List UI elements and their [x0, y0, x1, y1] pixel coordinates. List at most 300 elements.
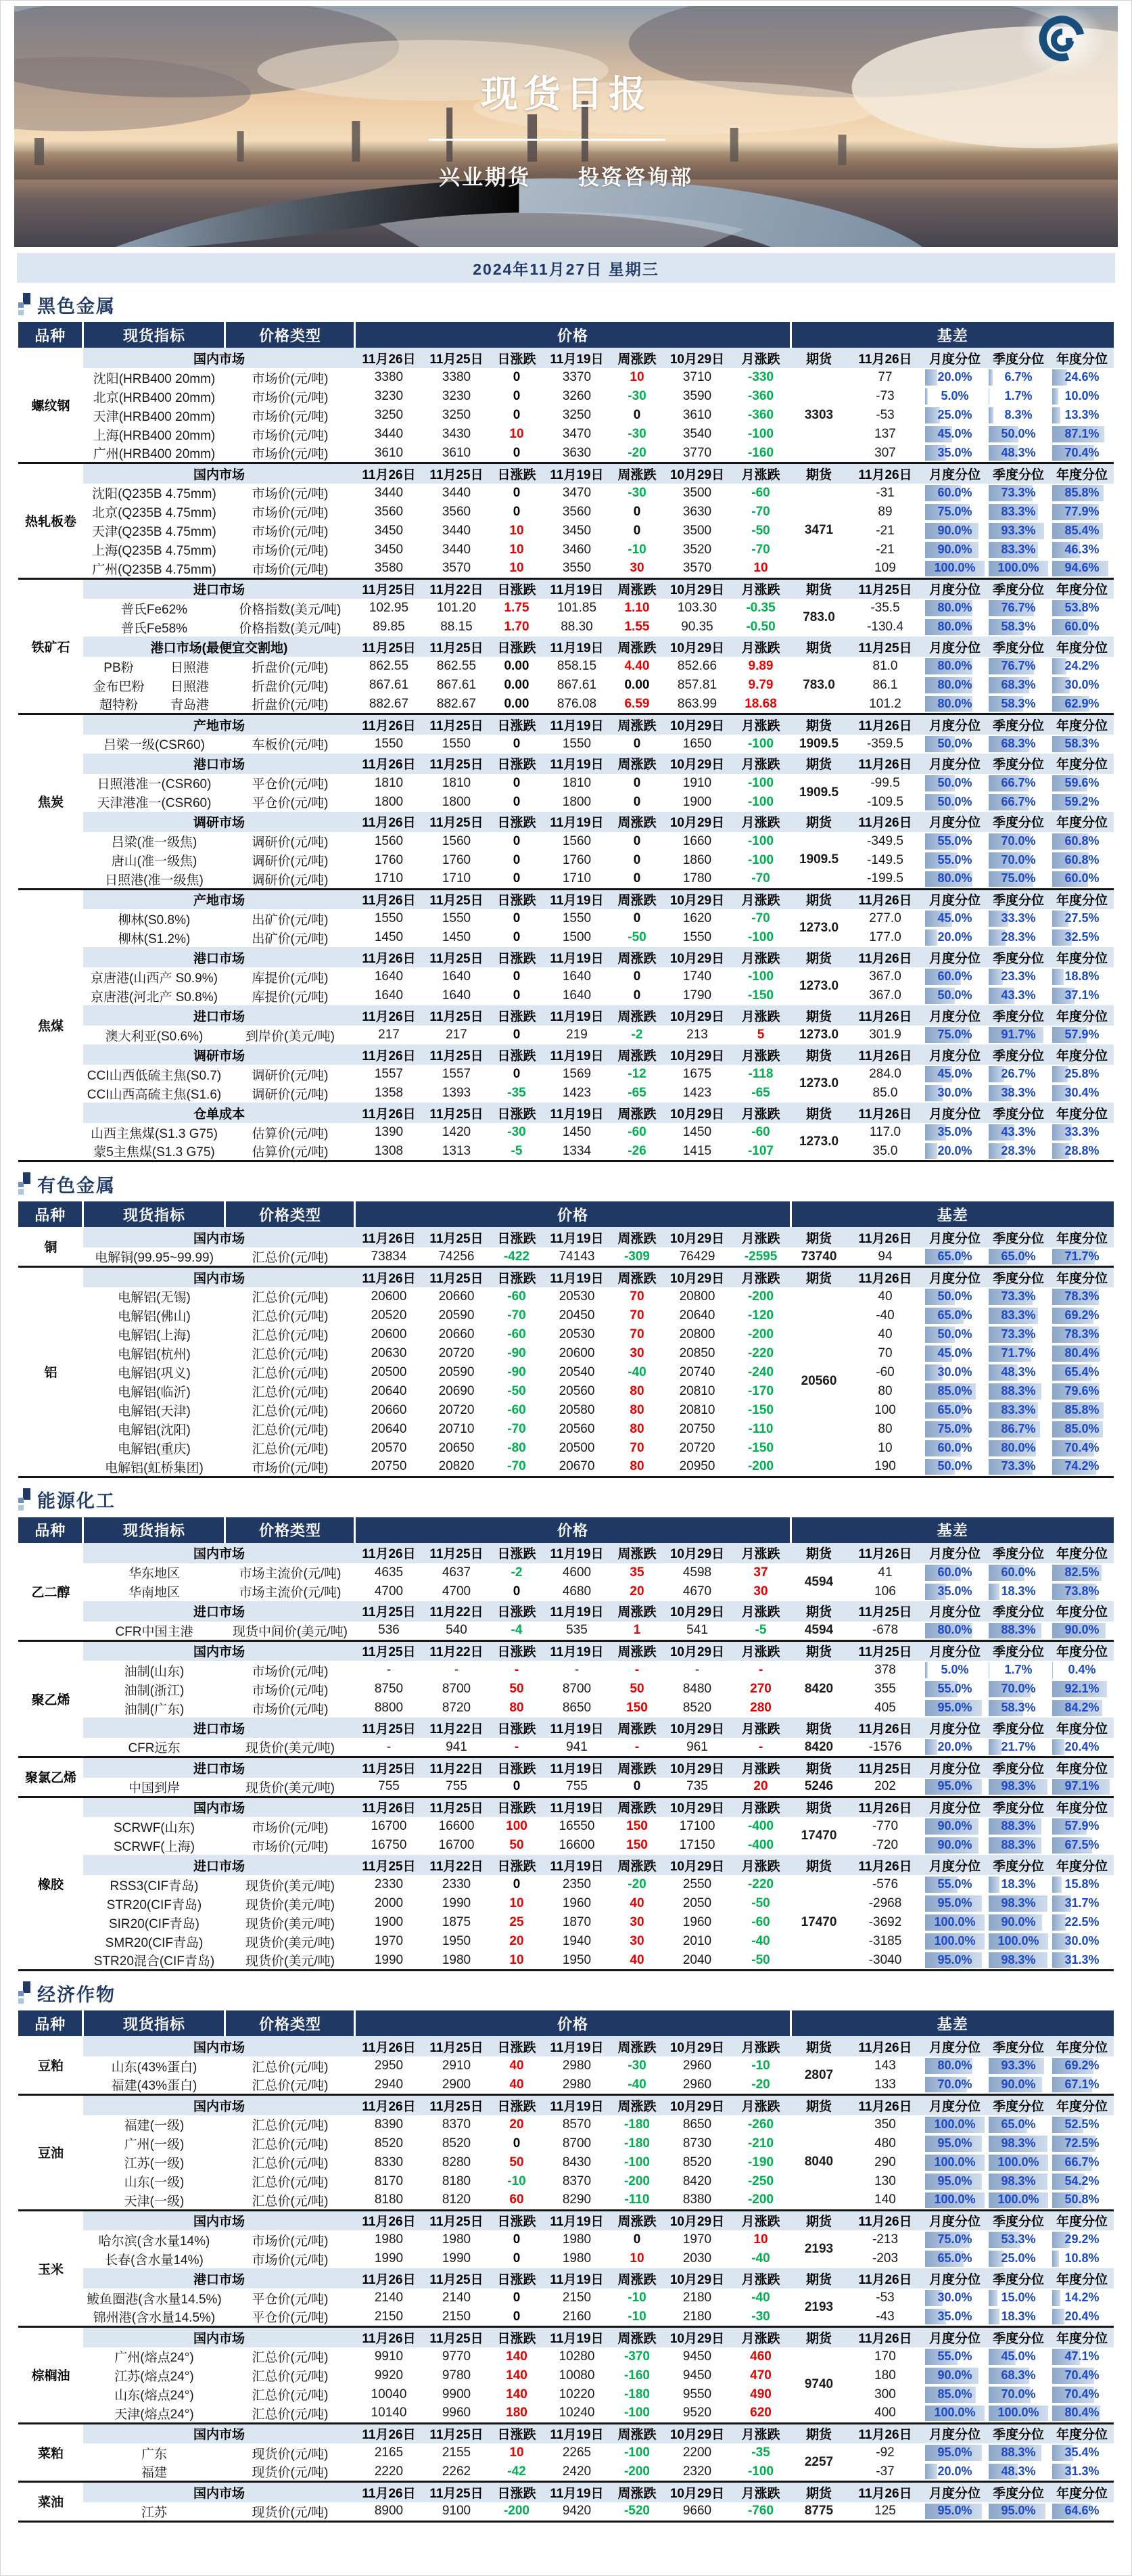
change-cell: -100 — [747, 427, 774, 441]
price-type-cell: 价格指数(美元/吨) — [239, 602, 341, 617]
subheader-cell: 期货 — [791, 348, 847, 368]
table-row — [18, 1458, 1114, 1477]
section-marker-icon — [18, 1981, 32, 2004]
change-cell: -200 — [503, 2504, 529, 2518]
indicator-cell: 电解铝(无锡) — [118, 1291, 191, 1305]
section-title-text: 黑色金属 — [37, 296, 116, 317]
price-cell: 1640 — [374, 988, 404, 1003]
change-cell: 0 — [513, 389, 521, 403]
price-cell: 3570 — [682, 561, 712, 575]
change-cell: -70 — [751, 871, 770, 886]
commodity-group — [18, 578, 1114, 714]
subheader-row — [18, 463, 1114, 484]
indicator-cell: 澳大利亚(S0.6%) — [105, 1029, 204, 1044]
variety-label: 橡胶 — [18, 1797, 83, 1971]
price-cell: 1910 — [682, 775, 712, 790]
percentile-cell: 54.2% — [1050, 2172, 1114, 2191]
indicator-cell: CCI山西高硫主焦(S1.6) — [87, 1087, 222, 1102]
change-cell: -30 — [628, 2058, 646, 2073]
subheader-cell: 11月25日 — [355, 1718, 423, 1738]
indicator-cell: SCRWF(山东) — [114, 1820, 195, 1835]
price-cell: 20500 — [371, 1364, 407, 1379]
price-type-cell: 汇总价(元/吨) — [252, 2119, 329, 2133]
change-cell: 460 — [750, 2349, 772, 2364]
percentile-cell: 95.0% — [923, 1894, 987, 1913]
change-cell: 0 — [513, 408, 521, 422]
subheader-cell: 11月19日 — [543, 578, 611, 599]
price-cell: 4680 — [562, 1584, 592, 1598]
price-type-cell: 调研价(元/吨) — [252, 1087, 329, 1102]
price-type-cell: 折盘价(元/吨) — [252, 698, 329, 712]
subheader-cell: 11月26日 — [847, 1044, 923, 1065]
subheader-cell: 期货 — [791, 1718, 847, 1738]
percentile-cell: 70.4% — [1050, 2366, 1114, 2385]
price-cell: 1760 — [374, 852, 404, 867]
indicator-cell: 哈尔滨(含水量14%) — [98, 2234, 210, 2249]
subheader-cell: 10月29日 — [663, 1718, 731, 1738]
table-header-row — [18, 1517, 1114, 1543]
price-type-cell: 估算价(元/吨) — [252, 1145, 329, 1159]
change-cell: -200 — [747, 1327, 774, 1341]
subheader-cell: 周涨跌 — [611, 1543, 663, 1563]
basis-cell: -130.4 — [867, 620, 903, 634]
change-cell: -110 — [748, 1421, 774, 1436]
basis-cell: 77 — [878, 370, 893, 384]
subheader-cell: 日涨跌 — [490, 947, 543, 967]
price-cell: 2160 — [562, 2309, 592, 2324]
subheader-cell: 11月26日 — [847, 1227, 923, 1247]
subheader-cell: 季度分位 — [987, 1267, 1050, 1287]
change-cell: 0 — [513, 1779, 521, 1793]
percentile-cell: 21.7% — [987, 1738, 1050, 1757]
subheader-row — [18, 637, 1114, 657]
price-type-cell: 现货价(美元/吨) — [245, 1780, 335, 1795]
change-cell: -100 — [747, 794, 774, 809]
price-cell: 20600 — [371, 1289, 407, 1304]
price-cell: 1390 — [374, 1125, 404, 1139]
price-type-cell: 市场价(元/吨) — [252, 1820, 329, 1835]
change-cell: 0 — [513, 1584, 521, 1598]
market-label: 国内市场 — [83, 1640, 355, 1661]
subheader-cell: 周涨跌 — [611, 754, 663, 774]
change-cell: 0 — [513, 1877, 521, 1891]
change-cell: -30 — [628, 427, 646, 441]
price-cell: 20450 — [559, 1308, 595, 1322]
indicator-cell: CFR中国主港 — [115, 1624, 193, 1639]
price-cell: 8700 — [562, 2136, 592, 2150]
price-cell: 20750 — [371, 1459, 407, 1473]
change-cell: - — [758, 1663, 763, 1677]
price-cell: 217 — [378, 1028, 400, 1042]
subheader-cell: 11月22日 — [423, 1601, 490, 1622]
change-cell: -250 — [747, 2174, 774, 2188]
table-row — [18, 1817, 1114, 1836]
variety-label: 菜油 — [18, 2482, 83, 2522]
change-cell: -4 — [511, 1623, 523, 1637]
price-cell: 1875 — [442, 1915, 471, 1929]
price-cell: 2910 — [442, 2058, 471, 2073]
subheader-cell: 季度分位 — [987, 1855, 1050, 1875]
subheader-cell: 10月29日 — [663, 2268, 731, 2288]
percentile-cell: 83.3% — [987, 1401, 1050, 1420]
change-cell: -422 — [503, 1249, 529, 1264]
price-cell: 9450 — [682, 2349, 712, 2364]
price-type-cell: 库提价(元/吨) — [252, 971, 329, 986]
subheader-cell: 年度分位 — [1050, 463, 1114, 484]
indicator-cell: 福建(一级) — [124, 2119, 185, 2133]
change-cell: 0 — [633, 988, 641, 1003]
futures-price-cell: 9740 — [804, 2377, 834, 2391]
indicator-cell: 沈阳(Q235B 4.75mm) — [92, 487, 216, 501]
subheader-cell: 11月26日 — [847, 1855, 923, 1875]
futures-price-cell: 1273.0 — [799, 1028, 839, 1042]
price-cell: 16750 — [371, 1838, 407, 1852]
basis-cell: 85.0 — [872, 1086, 898, 1100]
subheader-cell: 11月25日 — [423, 889, 490, 909]
indicator-cell: SMR20(CIF青岛) — [105, 1935, 204, 1950]
price-cell: 2550 — [682, 1877, 712, 1891]
table-row — [18, 1622, 1114, 1641]
subheader-cell: 11月19日 — [543, 2327, 611, 2347]
price-type-cell: 市场价(元/吨) — [252, 487, 329, 501]
subheader-row — [18, 2095, 1114, 2115]
subheader-cell: 年度分位 — [1050, 1005, 1114, 1026]
market-label: 产地市场 — [83, 889, 355, 909]
change-cell: 0 — [513, 794, 521, 809]
price-cell: 535 — [566, 1623, 588, 1637]
subheader-cell: 11月19日 — [543, 1757, 611, 1778]
subheader-cell: 月度分位 — [923, 1640, 987, 1661]
percentile-cell: 80.0% — [923, 695, 987, 714]
price-cell: 88.30 — [561, 620, 593, 634]
price-cell: 863.99 — [677, 696, 717, 711]
price-cell: 876.08 — [557, 696, 597, 711]
indicator-cell: STR20混合(CIF青岛) — [93, 1954, 215, 1969]
subheader-cell: 11月25日 — [423, 2210, 490, 2230]
futures-price-cell: 5246 — [804, 1779, 834, 1793]
percentile-cell: 48.3% — [987, 2462, 1050, 2482]
subheader-cell: 期货 — [791, 637, 847, 657]
basis-cell: 80 — [878, 1421, 893, 1436]
subheader-cell: 年度分位 — [1050, 1267, 1114, 1287]
percentile-cell: 90.0% — [923, 1836, 987, 1855]
price-cell: 8420 — [682, 2174, 712, 2188]
subheader-cell: 月涨跌 — [731, 1718, 791, 1738]
table-row — [18, 1306, 1114, 1325]
price-cell: 16600 — [559, 1838, 595, 1852]
price-cell: 2900 — [442, 2077, 471, 2092]
price-cell: 8370 — [442, 2117, 471, 2132]
percentile-cell: 32.5% — [1050, 928, 1114, 947]
price-cell: 1550 — [374, 911, 404, 925]
col-header-basis: 基差 — [791, 322, 1114, 348]
change-cell: 0 — [513, 988, 521, 1003]
table-row — [18, 2502, 1114, 2522]
subheader-cell: 月涨跌 — [731, 1267, 791, 1287]
basis-cell: -40 — [876, 1308, 895, 1322]
subheader-cell: 季度分位 — [987, 714, 1050, 735]
price-cell: 3440 — [442, 485, 471, 500]
subheader-cell: 11月25日 — [847, 578, 923, 599]
percentile-cell: 35.0% — [923, 1123, 987, 1142]
title-divider — [429, 139, 665, 141]
price-cell: 4600 — [562, 1565, 592, 1580]
percentile-cell: 95.0% — [987, 2502, 1050, 2522]
price-cell: 20590 — [438, 1364, 475, 1379]
price-type-cell: 市场主流价(元/吨) — [239, 1586, 341, 1600]
table-row — [18, 1344, 1114, 1363]
subheader-cell: 月涨跌 — [731, 754, 791, 774]
price-cell: 1450 — [442, 930, 471, 944]
subheader-cell: 11月25日 — [423, 637, 490, 657]
price-cell: 1560 — [442, 833, 471, 848]
percentile-cell: 80.0% — [987, 1439, 1050, 1458]
price-cell: 1640 — [562, 969, 592, 984]
commodity-group — [18, 2095, 1114, 2211]
price-cell: 74256 — [438, 1249, 475, 1264]
basis-cell: 106 — [874, 1584, 896, 1598]
price-cell: - — [574, 1663, 580, 1677]
price-type-cell: 估算价(元/吨) — [252, 1126, 329, 1141]
section — [17, 1172, 1115, 1478]
indicator-cell: 普氏Fe62% — [120, 602, 188, 617]
col-header-variety: 品种 — [18, 322, 83, 348]
change-cell: -180 — [623, 2117, 650, 2132]
price-type-cell: 现货价(美元/吨) — [245, 1916, 335, 1931]
subheader-cell: 日涨跌 — [490, 889, 543, 909]
basis-cell: 140 — [874, 2192, 896, 2207]
subheader-cell: 年度分位 — [1050, 947, 1114, 967]
change-cell: 0 — [633, 852, 641, 867]
basis-cell: 117.0 — [869, 1125, 901, 1139]
price-cell: 8380 — [682, 2192, 712, 2207]
price-cell: 3230 — [442, 389, 471, 403]
price-cell: 8290 — [562, 2192, 592, 2207]
price-cell: 20670 — [559, 1459, 595, 1473]
subheader-cell: 11月26日 — [355, 1005, 423, 1026]
change-cell: -200 — [747, 1289, 774, 1304]
subheader-cell: 年度分位 — [1050, 2327, 1114, 2347]
price-cell: 16550 — [559, 1819, 595, 1833]
subheader-cell: 年度分位 — [1050, 2095, 1114, 2115]
subheader-cell: 季度分位 — [987, 2423, 1050, 2443]
change-cell: -100 — [747, 833, 774, 848]
indicator-cell: 柳林(S0.8%) — [118, 913, 191, 927]
price-type-cell: 价格指数(美元/吨) — [239, 621, 341, 636]
indicator-cell: 电解铜(99.95~99.99) — [95, 1251, 214, 1265]
percentile-cell: 20.0% — [923, 2462, 987, 2482]
subheader-cell: 周涨跌 — [611, 1227, 663, 1247]
variety-label: 聚乙烯 — [18, 1640, 83, 1757]
percentile-cell: 68.3% — [987, 2366, 1050, 2385]
percentile-cell: 38.3% — [987, 1084, 1050, 1103]
col-header-price-type: 价格类型 — [225, 322, 355, 348]
subheader-cell: 10月29日 — [663, 889, 731, 909]
change-cell: 0 — [513, 2232, 521, 2247]
subheader-cell: 11月19日 — [543, 754, 611, 774]
subheader-cell: 月涨跌 — [731, 1757, 791, 1778]
percentile-cell: 78.3% — [1050, 1325, 1114, 1344]
subheader-cell: 11月26日 — [355, 1543, 423, 1563]
indicator-cell: 长春(含水量14%) — [105, 2253, 204, 2268]
subheader-cell: 11月26日 — [355, 2268, 423, 2288]
percentile-cell: 60.0% — [923, 484, 987, 503]
price-cell: 1550 — [442, 736, 471, 751]
change-cell: 20 — [509, 1934, 524, 1948]
percentile-cell: 28.8% — [1050, 1142, 1114, 1162]
subheader-cell: 月涨跌 — [731, 637, 791, 657]
subheader-cell: 期货 — [791, 2036, 847, 2056]
price-cell: 1710 — [442, 871, 471, 886]
price-cell: 8180 — [374, 2192, 404, 2207]
price-cell: 8900 — [374, 2504, 404, 2518]
section-title — [18, 1488, 1115, 1512]
commodity-table — [18, 1201, 1114, 1478]
percentile-cell: 30.0% — [923, 1084, 987, 1103]
price-cell: 2980 — [562, 2077, 592, 2092]
variety-label: 聚氯乙烯 — [18, 1757, 83, 1797]
percentile-cell: 88.3% — [987, 1622, 1050, 1641]
percentile-cell: 72.5% — [1050, 2134, 1114, 2153]
percentile-cell: 5.0% — [923, 1661, 987, 1680]
percentile-cell: 35.0% — [923, 444, 987, 463]
percentile-cell: 100.0% — [923, 2153, 987, 2172]
basis-cell: 89 — [878, 504, 893, 519]
percentile-cell: 100.0% — [987, 2153, 1050, 2172]
subheader-cell: 周涨跌 — [611, 2036, 663, 2056]
subheader-cell: 期货 — [791, 1044, 847, 1065]
change-cell: 0 — [513, 485, 521, 500]
percentile-cell: 20.0% — [923, 928, 987, 947]
table-row — [18, 1836, 1114, 1855]
percentile-cell: 20.4% — [1050, 1738, 1114, 1757]
change-cell: -190 — [747, 2155, 774, 2169]
basis-cell: -149.5 — [867, 852, 903, 867]
price-cell: 2960 — [682, 2058, 712, 2073]
subheader-row — [18, 1718, 1114, 1738]
table-row — [18, 774, 1114, 793]
change-cell: 0 — [513, 2251, 521, 2266]
subheader-cell: 周涨跌 — [611, 2482, 663, 2502]
price-cell: 8700 — [562, 1682, 592, 1696]
subheader-cell: 10月29日 — [663, 1543, 731, 1563]
basis-cell: -2968 — [868, 1896, 902, 1910]
price-cell: 1810 — [562, 775, 592, 790]
price-cell: 8650 — [562, 1701, 592, 1715]
subheader-cell: 11月25日 — [423, 2036, 490, 2056]
table-row — [18, 2172, 1114, 2191]
table-row — [18, 657, 1114, 676]
change-cell: 30 — [753, 1584, 768, 1598]
commodity-group — [18, 1543, 1114, 1641]
price-cell: 2960 — [682, 2077, 712, 2092]
change-cell: -180 — [623, 2136, 650, 2150]
subheader-cell: 季度分位 — [987, 2327, 1050, 2347]
table-row — [18, 1932, 1114, 1951]
price-cell: 9420 — [562, 2504, 592, 2518]
futures-price-cell: 4594 — [804, 1623, 834, 1637]
subheader-cell: 11月26日 — [355, 889, 423, 909]
subheader-cell: 月涨跌 — [731, 714, 791, 735]
subheader-cell: 季度分位 — [987, 2095, 1050, 2115]
percentile-cell: 74.2% — [1050, 1458, 1114, 1477]
table-row — [18, 2056, 1114, 2075]
percentile-cell: 33.3% — [987, 909, 1050, 928]
change-cell: -110 — [624, 2192, 650, 2207]
commodity-group — [18, 1757, 1114, 1797]
variety-label: 豆油 — [18, 2095, 83, 2211]
price-type-cell: 折盘价(元/吨) — [252, 660, 329, 675]
change-cell: 0 — [633, 775, 641, 790]
subheader-cell: 11月25日 — [423, 1797, 490, 1817]
subheader-cell: 11月22日 — [423, 1718, 490, 1738]
price-type-cell: 汇总价(元/吨) — [252, 2351, 329, 2365]
price-cell: 735 — [686, 1779, 708, 1793]
price-cell: 2265 — [562, 2445, 592, 2460]
price-cell: 882.67 — [436, 696, 477, 711]
price-type-cell: 现货价(元/吨) — [252, 2505, 329, 2520]
table-row — [18, 2230, 1114, 2249]
price-cell: 20820 — [438, 1459, 475, 1473]
price-cell: 1970 — [374, 1934, 404, 1948]
percentile-cell: 55.0% — [923, 1875, 987, 1894]
price-cell: 2330 — [374, 1877, 404, 1891]
indicator-cell: 锦州港(含水量14.5%) — [93, 2311, 216, 2325]
price-cell: 10220 — [559, 2387, 595, 2401]
indicator-cell: 电解铝(佛山) — [118, 1310, 191, 1324]
change-cell: 0 — [513, 370, 521, 384]
basis-cell: 480 — [874, 2136, 896, 2150]
percentile-cell: 50.8% — [1050, 2191, 1114, 2211]
change-cell: -10 — [507, 2174, 526, 2188]
price-type-cell: 市场主流价(元/吨) — [239, 1567, 341, 1581]
percentile-cell: 20.0% — [923, 368, 987, 387]
subheader-cell: 季度分位 — [987, 1005, 1050, 1026]
basis-cell: 290 — [874, 2155, 896, 2169]
subheader-row — [18, 1601, 1114, 1622]
change-cell: 70 — [630, 1289, 644, 1304]
basis-cell: -60 — [876, 1364, 895, 1379]
change-cell: -50 — [751, 523, 770, 538]
price-cell: 9770 — [442, 2349, 471, 2364]
price-cell: 1710 — [374, 871, 404, 886]
subheader-cell: 期货 — [791, 2482, 847, 2502]
subheader-cell: 10月29日 — [663, 2036, 731, 2056]
subheader-cell: 周涨跌 — [611, 2210, 663, 2230]
price-cell: 2030 — [682, 2251, 712, 2266]
subheader-cell: 年度分位 — [1050, 2036, 1114, 2056]
price-cell: 20600 — [371, 1327, 407, 1341]
price-cell: 20850 — [679, 1346, 715, 1360]
indicator-cell: CFR远东 — [128, 1741, 181, 1755]
market-label: 调研市场 — [83, 812, 355, 832]
futures-price-cell: 1909.5 — [799, 785, 839, 800]
subheader-cell: 期货 — [791, 463, 847, 484]
subheader-cell: 11月26日 — [355, 1044, 423, 1065]
change-cell: -370 — [623, 2349, 650, 2364]
subheader-cell: 年度分位 — [1050, 1718, 1114, 1738]
percentile-cell: 80.0% — [923, 676, 987, 695]
price-cell: 73834 — [371, 1249, 407, 1264]
change-cell: -60 — [507, 1327, 526, 1341]
price-cell: 3710 — [682, 370, 712, 384]
subheader-cell: 日涨跌 — [490, 1044, 543, 1065]
subheader-row — [18, 2210, 1114, 2230]
subheader-cell: 月度分位 — [923, 2482, 987, 2502]
percentile-cell: 50.0% — [923, 774, 987, 793]
change-cell: 0 — [633, 871, 641, 886]
basis-cell: 400 — [874, 2406, 896, 2420]
